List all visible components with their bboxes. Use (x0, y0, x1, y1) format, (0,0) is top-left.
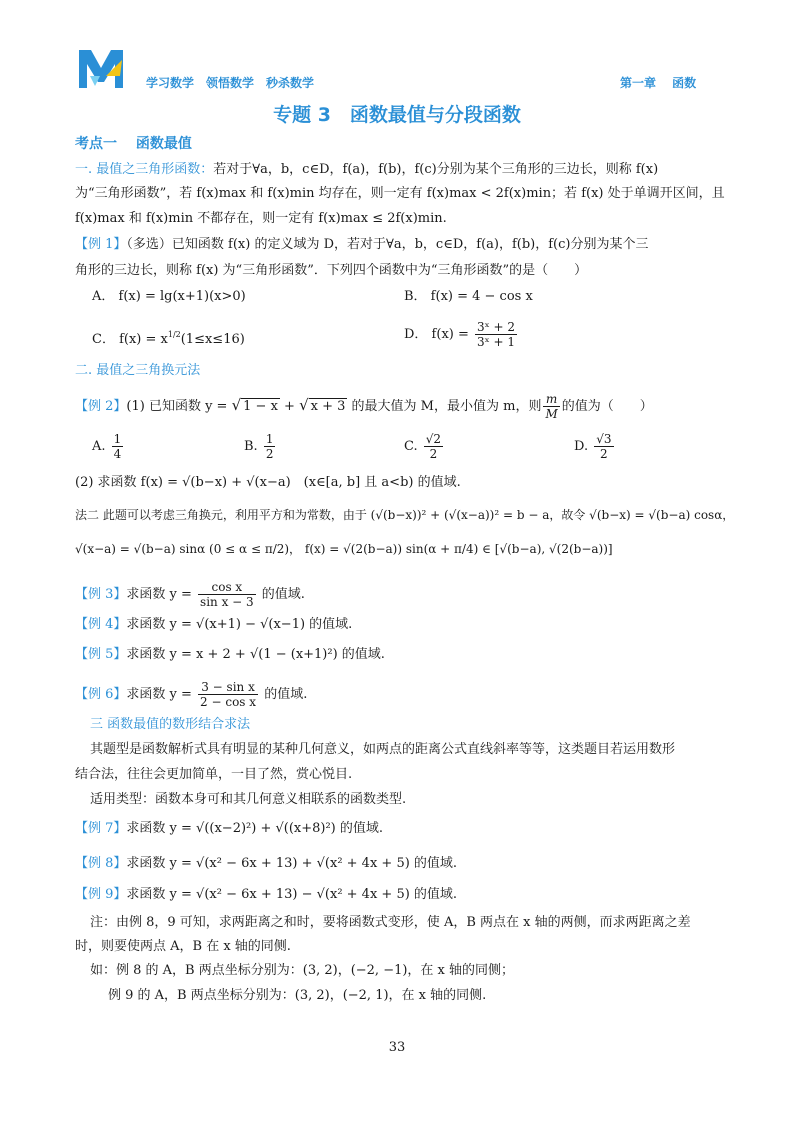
ex8-text: 求函数 y = √(x² − 6x + 13) + √(x² + 4x + 5) 的值域. (126, 856, 458, 871)
sec1-line3: f(x)max 和 f(x)min 不都存在，则一定有 f(x)max ≤ 2f(x)min. (75, 211, 447, 226)
ex2-option-d-num: √3 (596, 432, 612, 446)
ex5-line (75, 646, 385, 664)
note-line4: 例 9 的 A，B 两点坐标分别为：(3, 2)，(−2, 1)，在 x 轴的同侧. (108, 988, 487, 1003)
ex1-option-c-domain: (1≤x≤16) (180, 332, 245, 347)
sec1-line1 (75, 161, 658, 179)
ex2-option-c-den: 2 (429, 447, 438, 461)
ex2-option-c-label: C. (404, 439, 418, 454)
ex6-pre: 求函数 y = (126, 687, 197, 702)
ex1-line2: 角形的三边长，则称 f(x) 为“三角形函数”．下列四个函数中为“三角形函数”的是（ ） (75, 263, 588, 278)
ex3-post: 的值域. (257, 587, 305, 602)
ex2-line1: 【例 2】(1) 已知函数 y = √ 1 − x + √ x + 3 的最大值为 M，最小值为 m，则 $\frac{m}{M}$ 的值为（ ） (75, 392, 653, 421)
ex6-num: 3 − sin x (198, 680, 258, 695)
page-title: 专题 3 函数最值与分段函数 (273, 104, 521, 126)
ex2-text-post: 的最大值为 M，最小值为 m，则 (347, 399, 542, 414)
ex1-label: 【例 1】 (75, 237, 127, 252)
ex2-option-a-fraction (112, 432, 124, 461)
note-line2: 时，则要使两点 A，B 在 x 轴的同侧. (75, 939, 291, 954)
ex6-den: 2 − cos x (200, 695, 257, 709)
ex1-option-a: A． f(x) = lg(x+1)(x>0) (92, 289, 246, 304)
ex2-frac-num: m (543, 392, 559, 407)
page-number: 33 (388, 1040, 406, 1055)
sec3-p2: 结合法，往往会更加简单，一目了然，赏心悦目. (75, 767, 353, 782)
ex3-den: sin x − 3 (200, 595, 254, 609)
ex1-option-d-den: 3ˣ + 1 (477, 335, 516, 349)
ex2-fraction (543, 392, 559, 421)
note-line1: 注：由例 8，9 可知，求两距离之和时，要将函数式变形，使 A，B 两点在 x 轴的两侧，而求两距离之差 (90, 915, 691, 930)
ex1-option-b: B． f(x) = 4 − cos x (404, 289, 533, 304)
ex2-option-d-fraction (594, 432, 613, 461)
ex5-label: 【例 5】 (75, 647, 127, 662)
ex1-option-c-exponent: 1/2 (167, 330, 181, 339)
note-line3: 如：例 8 的 A，B 两点坐标分别为：(3, 2)，(−2, −1)，在 x 轴的同侧； (90, 963, 515, 978)
ex8-label: 【例 8】 (75, 856, 127, 871)
ex9-text: 求函数 y = √(x² − 6x + 13) − √(x² + 4x + 5) 的值域. (126, 887, 458, 902)
ex2-option-d-label: D. (574, 439, 589, 454)
ex9-label: 【例 9】 (75, 887, 127, 902)
ex7-label: 【例 7】 (75, 821, 127, 836)
sec3-p1: 其题型是函数解析式具有明显的某种几何意义，如两点的距离公式直线斜率等等，这类题目若运用数形 (90, 742, 676, 757)
ex2-text-end: 的值为（ ） (561, 399, 653, 414)
sec2-heading: 二. 最值之三角换元法 (75, 363, 201, 378)
ex2-option-b-fraction (264, 432, 276, 461)
ex4-line (75, 616, 352, 634)
ex6-post: 的值域. (260, 687, 308, 702)
header-slogan: 学习数学 领悟数学 秒杀数学 (146, 76, 315, 90)
ex2-option-c (404, 432, 445, 461)
brand-logo (76, 46, 126, 94)
ex4-text: 求函数 y = √(x+1) − √(x−1) 的值域. (126, 617, 353, 632)
ex1-option-d-pre: D． f(x) = (404, 327, 473, 342)
ex2-option-c-num: √2 (425, 432, 442, 446)
kaodian-heading: 考点一 函数最值 (75, 136, 192, 152)
method2-line1: 法二 此题可以考虑三角换元，利用平方和为常数，由于 (√(b−x))² + (√(x−a))² = b − a，故令 √(b−x) = √(b−a) cosα， (75, 508, 735, 522)
ex5-text: 求函数 y = x + 2 + √(1 − (x+1)²) 的值域. (126, 647, 385, 662)
ex2-option-a-den: 4 (113, 447, 122, 461)
ex3-fraction (198, 580, 256, 609)
ex2-option-b (244, 432, 277, 461)
ex9-line (75, 886, 457, 904)
ex2-frac-den: M (545, 407, 558, 421)
ex2-text-pre: (1) 已知函数 y = (126, 399, 232, 414)
ex2-option-a-label: A. (92, 439, 106, 454)
sec3-p3: 适用类型：函数本身可和其几何意义相联系的函数类型. (90, 792, 407, 807)
ex7-line (75, 820, 383, 838)
sec1-text1: 若对于∀a，b，c∈D，f(a)，f(b)，f(c)分别为某个三角形的三边长，则称 f(x) (213, 162, 659, 177)
ex2-option-b-label: B. (244, 439, 258, 454)
sec3-heading: 三 函数最值的数形结合求法 (90, 717, 251, 732)
ex3-pre: 求函数 y = (126, 587, 197, 602)
ex6-fraction (198, 680, 258, 709)
ex2-radicand-1: 1 − x (243, 399, 278, 414)
ex1-option-d (404, 320, 519, 349)
header-chapter: 第一章 函数 (620, 76, 697, 90)
ex1-option-c-base: C． f(x) = x (92, 332, 168, 347)
ex1-option-d-fraction (475, 320, 517, 349)
ex1-line1 (75, 236, 648, 254)
ex6-label: 【例 6】 (75, 687, 127, 702)
ex1-option-d-num: 3ˣ + 2 (477, 320, 516, 334)
method2-line2: √(x−a) = √(b−a) sinα (0 ≤ α ≤ π/2)， f(x) = √(2(b−a)) sin(α + π/4) ∈ [√(b−a), √(2(b−a))] (75, 542, 613, 556)
ex1-option-c (92, 326, 245, 349)
ex2-option-d-den: 2 (600, 447, 608, 461)
ex2-radicand-2: x + 3 (310, 399, 346, 414)
ex1-text1: （多选）已知函数 f(x) 的定义域为 D，若对于∀a，b，c∈D，f(a)，f(b)，f(c)分别为某个三 (126, 237, 649, 252)
ex2-option-d (574, 432, 616, 461)
ex6-line (75, 680, 307, 709)
ex2-part2: (2) 求函数 f(x) = √(b−x) + √(x−a) (x∈[a, b] 且 a<b) 的值域. (75, 475, 461, 490)
ex2-option-c-fraction (424, 432, 443, 461)
ex3-label: 【例 3】 (75, 587, 127, 602)
ex2-label: 【例 2】 (75, 399, 127, 414)
sec1-line2: 为“三角形函数”，若 f(x)max 和 f(x)min 均存在，则一定有 f(x)max < 2f(x)min；若 f(x) 处于单调开区间，且 (75, 186, 725, 201)
ex2-plus: + (279, 399, 300, 414)
ex4-label: 【例 4】 (75, 617, 127, 632)
ex2-option-b-den: 2 (265, 447, 274, 461)
ex3-line (75, 580, 305, 609)
ex3-num: cos x (198, 580, 256, 595)
sec1-heading: 一. 最值之三角形函数： (75, 162, 214, 177)
ex2-option-b-num: 1 (265, 432, 274, 446)
ex7-text: 求函数 y = √((x−2)²) + √((x+8)²) 的值域. (126, 821, 384, 836)
ex2-option-a-num: 1 (113, 432, 122, 446)
ex2-option-a (92, 432, 125, 461)
ex8-line (75, 855, 457, 873)
